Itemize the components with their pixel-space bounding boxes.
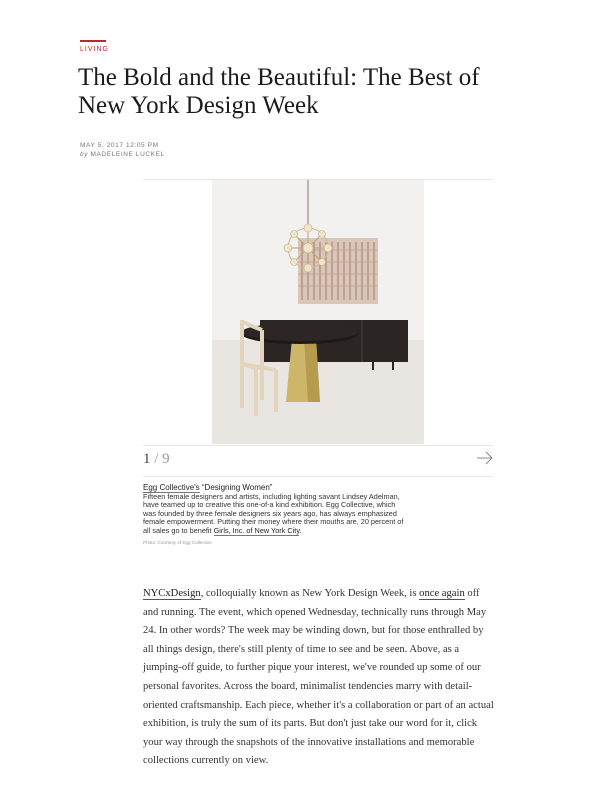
caption-end: . (299, 525, 302, 535)
article-title: The Bold and the Beautiful: The Best of New York Design Week (78, 64, 480, 119)
slide-total: / 9 (154, 451, 170, 467)
byline-prefix: by (80, 151, 89, 158)
slide-counter (143, 451, 170, 468)
nycxdesign-link[interactable]: NYCxDesign (143, 588, 201, 599)
arrow-right-icon[interactable] (476, 451, 494, 465)
slideshow-image[interactable] (212, 180, 424, 444)
once-again-link[interactable]: once again (419, 588, 465, 599)
publish-date: MAY 5, 2017 12:05 PM (80, 142, 159, 149)
article-meta (80, 141, 165, 159)
caption-text (143, 493, 405, 536)
byline (80, 150, 165, 159)
girls-inc-link[interactable]: Girls, Inc. of New York City (213, 525, 300, 535)
body-text-1: , colloquially known as New York Design Week, is (200, 588, 420, 599)
divider-caption (143, 476, 493, 477)
caption-body: Fifteen female designers and artists, including lighting savant Lindsey Adelman, have teamed up to creative this one-of-a kind exhibition. Egg Collective, which was founded by three female designers six years ago, has always emphasized female empowerment. Putting their money where their mouths are, 20 percent of all sales go to benefit (143, 491, 404, 535)
body-text-2: off and running. The event, which opened Wednesday, technically runs through May 24. In other words? The week may be winding down, but for those enthralled by all things design, there's still plenty of time to see and be seen. Above, as a jumping-off guide, to further pique your interest, we've rounded up some of our personal favorites. Across the board, minimalist tendencies marry with detail-oriented craftsmanship. Each piece, whether it's a collaboration or part of an actual exhibition, is truly the sum of its parts. But don't just take our word for it, click your way through the snapshots of the innovative installations and memorable collections currently on view. (143, 588, 494, 767)
egg-collective-link[interactable]: Egg Collective's (143, 483, 200, 492)
section-rule (80, 40, 106, 42)
room-photo (212, 180, 424, 444)
author-name[interactable]: MADELEINE LUCKEL (90, 151, 165, 158)
slide-caption (143, 484, 405, 547)
section-label[interactable]: LIVING (80, 46, 109, 53)
photo-credit: Photo: Courtesy of Egg Collective (143, 539, 212, 545)
caption-title-rest: “Designing Women” (199, 483, 273, 492)
divider-image (143, 445, 493, 446)
slide-current: 1 (143, 451, 151, 467)
article-body (143, 585, 495, 771)
